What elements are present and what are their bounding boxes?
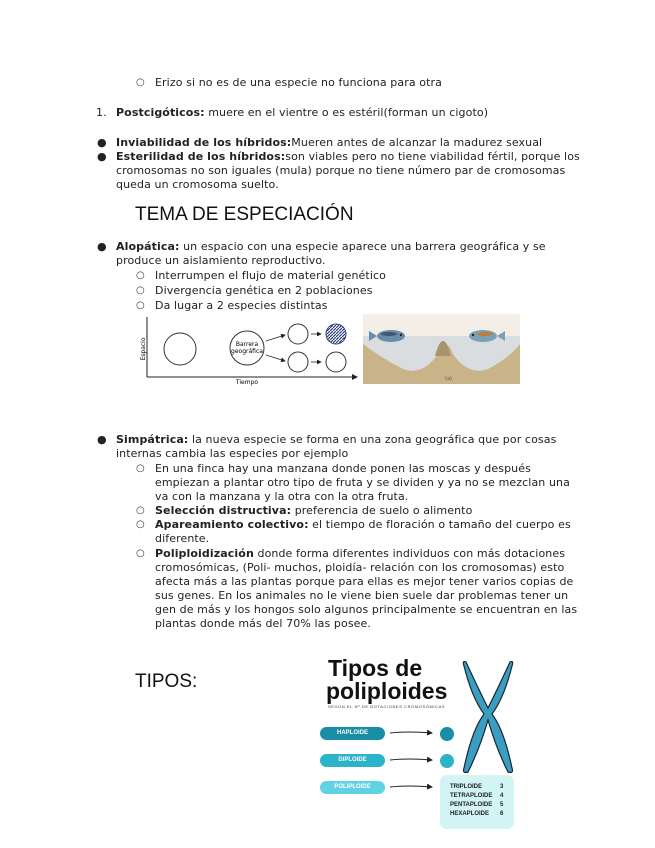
poliploidizacion-line-3: afecta más a las plantas porque para ellas es mejor tener varios copias de bbox=[155, 575, 574, 588]
sub-bullet-marker: ○ bbox=[136, 77, 145, 88]
alopatica-sub-3: Da lugar a 2 especies distintas bbox=[155, 299, 328, 312]
bullet-marker: ● bbox=[97, 150, 107, 163]
list-number: 5 bbox=[500, 802, 504, 808]
sub-bullet-marker: ○ bbox=[136, 548, 145, 559]
finca-line-2: empiezan a plantar otro tipo de fruta y se dividen y ya no se mezclan una bbox=[155, 476, 570, 489]
esterilidad-line-3: queda un cromosoma suelto. bbox=[116, 178, 279, 191]
apareamiento-line: Apareamiento colectivo: el tiempo de floración o tamaño del cuerpo es bbox=[155, 518, 571, 531]
species-b bbox=[326, 352, 346, 372]
seleccion-line: Selección distructiva: preferencia de suelo o alimento bbox=[155, 504, 473, 517]
pill-diploide: DIPLOIDE bbox=[320, 754, 385, 767]
poliploidizacion-line-6: plantas donde más del 70% las posee. bbox=[155, 617, 371, 630]
apareamiento-line-2: diferente. bbox=[155, 532, 210, 545]
list-item: PENTAPLOIDE bbox=[450, 802, 493, 808]
diploide-circle bbox=[440, 754, 454, 768]
haploide-circle bbox=[440, 727, 454, 741]
sub-bullet-marker: ○ bbox=[136, 505, 145, 516]
barrier-label-2: geográfica bbox=[231, 348, 263, 355]
x-axis-label: Tiempo bbox=[235, 379, 259, 386]
list-number: 4 bbox=[500, 793, 504, 799]
poliploidizacion-line-5: gen de más y los hongos solo algunos principalmente se encuentran en las bbox=[155, 603, 578, 616]
bullet-marker: ● bbox=[97, 240, 107, 253]
sub-bullet-marker: ○ bbox=[136, 463, 145, 474]
alopatica-sub-1: Interrumpen el flujo de material genético bbox=[155, 269, 386, 282]
sub-bullet-marker: ○ bbox=[136, 285, 145, 296]
poliploidizacion-line-2: cromosómicas, (Poli- muchos, ploidía- relación con los cromosomas) esto bbox=[155, 561, 565, 574]
barrier-label-1: Barrera bbox=[235, 341, 259, 348]
fish-barrier-illustration bbox=[363, 314, 520, 384]
erizo-line: Erizo si no es de una especie no funciona para otra bbox=[155, 76, 442, 89]
postcigoticos-line: Postcigóticos: muere en el vientre o es estéril(forman un cigoto) bbox=[116, 106, 489, 119]
finca-line-1: En una finca hay una manzana donde ponen las moscas y después bbox=[155, 462, 531, 475]
sub-bullet-marker: ○ bbox=[136, 300, 145, 311]
sub-bullet-marker: ○ bbox=[136, 270, 145, 281]
sub-bullet-marker: ○ bbox=[136, 519, 145, 530]
alopatica-line: Alopática: un espacio con una especie aparece una barrera geográfica y se bbox=[116, 240, 546, 253]
population-a bbox=[288, 324, 308, 344]
poliploide-list-panel bbox=[440, 775, 514, 829]
species-a bbox=[326, 324, 346, 344]
speciation-diagram bbox=[135, 313, 360, 388]
pill-haploide: HAPLOIDE bbox=[320, 727, 385, 740]
inviabilidad-line: Inviabilidad de los híbridos:Mueren antes de alcanzar la madurez sexual bbox=[116, 136, 543, 149]
poliploides-infographic bbox=[318, 650, 533, 835]
list-number: 6 bbox=[500, 811, 504, 817]
figure-caption: (a) bbox=[445, 376, 452, 382]
esterilidad-line-2: cromosomas no son iguales (mula) porque no tiene número par de cromosomas bbox=[116, 164, 566, 177]
pill-poliploide: POLIPLOIDE bbox=[320, 781, 385, 794]
infographic-subtitle: SEGÚN EL Nº DE DOTACIONES CROMOSÓMICAS bbox=[328, 704, 446, 709]
bullet-marker: ● bbox=[97, 136, 107, 149]
poliploidizacion-line-4: sus genes. En los animales no le viene bien suele dar problemas tener un bbox=[155, 589, 569, 602]
infographic-title-1: Tipos de bbox=[328, 655, 423, 681]
y-axis-label: Espacio bbox=[140, 337, 147, 361]
population-b bbox=[288, 352, 308, 372]
list-item: TRIPLOIDE bbox=[450, 784, 483, 790]
list-item: HEXAPLOIDE bbox=[450, 811, 490, 817]
alopatica-line-2: produce un aislamiento reproductivo. bbox=[116, 254, 326, 267]
finca-line-3: va con la manzana y la otra con la otra fruta. bbox=[155, 490, 409, 503]
original-population bbox=[164, 333, 196, 365]
infographic-title-2: poliploides bbox=[326, 678, 448, 704]
poliploidizacion-line: Poliploidización donde forma diferentes individuos con más dotaciones bbox=[155, 547, 566, 560]
chromosome-icon bbox=[458, 658, 518, 776]
simpatrica-line-2: internas cambia las especies por ejemplo bbox=[116, 447, 349, 460]
heading-tipos: TIPOS: bbox=[135, 671, 198, 692]
simpatrica-line: Simpátrica: la nueva especie se forma en una zona geográfica que por cosas bbox=[116, 433, 557, 446]
list-item: TETRAPLOIDE bbox=[450, 793, 493, 799]
pill-arrows bbox=[388, 725, 440, 800]
heading-especiacion: TEMA DE ESPECIACIÓN bbox=[135, 204, 354, 225]
post-number: 1. bbox=[96, 106, 107, 119]
esterilidad-line: Esterilidad de los híbridos:son viables pero no tiene viabilidad fértil, porque los bbox=[116, 150, 580, 163]
alopatica-sub-2: Divergencia genética en 2 poblaciones bbox=[155, 284, 373, 297]
list-number: 3 bbox=[500, 784, 504, 790]
bullet-marker: ● bbox=[97, 433, 107, 446]
